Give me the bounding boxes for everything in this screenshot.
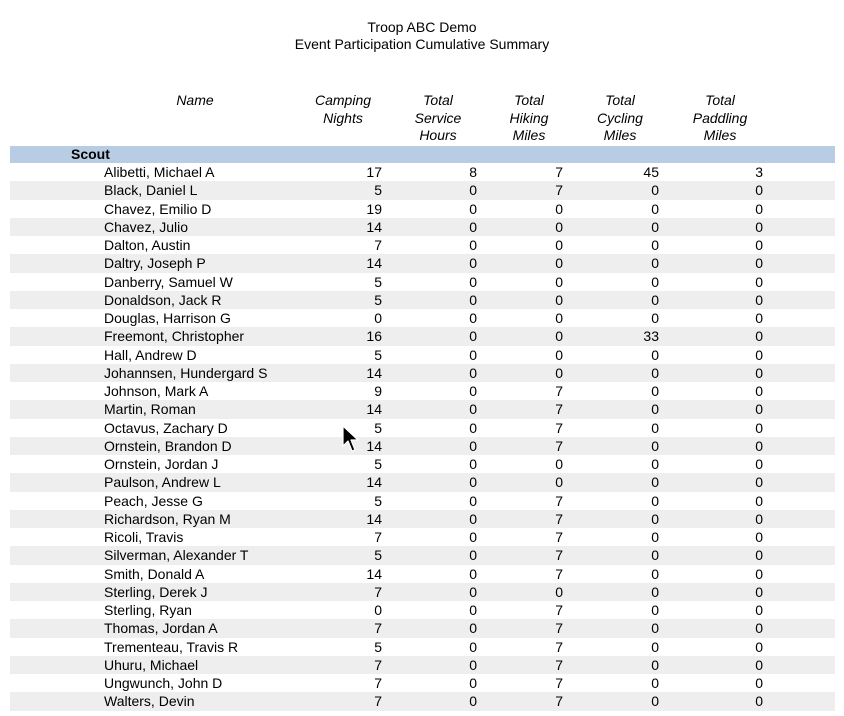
cell-camping-nights: 5: [374, 547, 382, 564]
column-header-camping-nights: [303, 92, 383, 127]
cell-cycling-miles: 0: [651, 474, 659, 491]
cell-cycling-miles: 0: [651, 638, 659, 655]
cell-name: Smith, Donald A: [104, 565, 205, 582]
cell-camping-nights: 5: [374, 638, 382, 655]
cell-hiking-miles: 7: [555, 164, 563, 180]
cell-camping-nights: 5: [374, 419, 382, 436]
cell-paddling-miles: 0: [755, 656, 763, 673]
header-line: Total: [705, 92, 735, 108]
cell-service-hours: 0: [469, 328, 477, 345]
cell-cycling-miles: 0: [651, 693, 659, 710]
cell-hiking-miles: 7: [555, 383, 563, 399]
header-line: Cycling: [597, 109, 643, 126]
cell-paddling-miles: 3: [755, 164, 763, 180]
table-row: [10, 327, 835, 345]
cell-hiking-miles: 7: [555, 419, 563, 436]
cell-hiking-miles: 0: [555, 218, 563, 235]
cell-cycling-miles: 0: [651, 364, 659, 381]
header-line: Paddling: [692, 109, 748, 126]
cell-camping-nights: 14: [366, 401, 382, 418]
cell-hiking-miles: 0: [555, 328, 563, 345]
cell-name: Hall, Andrew D: [104, 346, 197, 363]
cell-name: Dalton, Austin: [104, 237, 191, 253]
cell-name: Ornstein, Brandon D: [104, 437, 232, 454]
cell-service-hours: 0: [469, 364, 477, 381]
cell-name: Douglas, Harrison G: [104, 310, 231, 326]
cell-name: Ungwunch, John D: [104, 675, 223, 691]
cell-service-hours: 0: [469, 419, 477, 436]
cell-paddling-miles: 0: [755, 437, 763, 454]
cell-camping-nights: 14: [366, 255, 382, 272]
group-label: Scout: [71, 146, 110, 162]
table-row: [10, 601, 835, 619]
cell-service-hours: 0: [469, 218, 477, 235]
cell-paddling-miles: 0: [755, 638, 763, 655]
cell-cycling-miles: 0: [651, 291, 659, 308]
cell-paddling-miles: 0: [755, 328, 763, 345]
cell-name: Thomas, Jordan A: [104, 620, 218, 637]
cell-hiking-miles: 0: [555, 273, 563, 290]
cell-camping-nights: 14: [366, 218, 382, 235]
cell-cycling-miles: 0: [651, 602, 659, 618]
cell-service-hours: 0: [469, 510, 477, 527]
cell-camping-nights: 14: [366, 437, 382, 454]
cell-name: Peach, Jesse G: [104, 492, 203, 509]
cell-camping-nights: 5: [374, 291, 382, 308]
cell-paddling-miles: 0: [755, 273, 763, 290]
column-header-cycling-miles: [580, 92, 660, 145]
cell-name: Ricoli, Travis: [104, 529, 184, 545]
header-line: Service: [414, 109, 462, 126]
cell-name: Uhuru, Michael: [104, 656, 199, 673]
cell-cycling-miles: 0: [651, 492, 659, 509]
cell-hiking-miles: 0: [555, 200, 563, 217]
cell-camping-nights: 19: [366, 200, 382, 217]
cell-hiking-miles: 7: [555, 529, 563, 545]
cell-cycling-miles: 0: [651, 419, 659, 436]
cell-cycling-miles: 0: [651, 218, 659, 235]
cell-service-hours: 0: [469, 310, 477, 326]
cell-name: Danberry, Samuel W: [104, 273, 233, 290]
cell-cycling-miles: 0: [651, 675, 659, 691]
cell-service-hours: 0: [469, 583, 477, 600]
cell-service-hours: 0: [469, 693, 477, 710]
cell-service-hours: 0: [469, 346, 477, 363]
cell-name: Paulson, Andrew L: [104, 474, 221, 491]
cell-name: Richardson, Ryan M: [104, 510, 231, 527]
summary-table-body: [10, 163, 835, 711]
table-row: [10, 364, 835, 382]
table-row: [10, 181, 835, 199]
cell-cycling-miles: 0: [651, 437, 659, 454]
cell-paddling-miles: 0: [755, 602, 763, 618]
table-row: [10, 437, 835, 455]
header-line: Nights: [323, 109, 363, 126]
cell-paddling-miles: 0: [755, 510, 763, 527]
cell-hiking-miles: 7: [555, 182, 563, 199]
cell-hiking-miles: 7: [555, 510, 563, 527]
cell-name: Octavus, Zachary D: [104, 419, 228, 436]
cell-paddling-miles: 0: [755, 255, 763, 272]
cell-service-hours: 0: [469, 383, 477, 399]
cell-name: Johnson, Mark A: [104, 383, 209, 399]
cell-hiking-miles: 0: [555, 255, 563, 272]
cell-cycling-miles: 0: [651, 383, 659, 399]
header-line: Total: [423, 92, 453, 108]
cell-paddling-miles: 0: [755, 310, 763, 326]
header-line: Hiking: [509, 109, 549, 126]
header-line: Total: [514, 92, 544, 108]
cell-service-hours: 0: [469, 675, 477, 691]
cell-hiking-miles: 7: [555, 437, 563, 454]
cell-hiking-miles: 7: [555, 547, 563, 564]
column-header-paddling-miles: [680, 92, 760, 145]
cell-hiking-miles: 0: [555, 346, 563, 363]
cell-paddling-miles: 0: [755, 291, 763, 308]
cell-camping-nights: 9: [374, 383, 382, 399]
cell-service-hours: 0: [469, 547, 477, 564]
cell-camping-nights: 14: [366, 510, 382, 527]
cell-paddling-miles: 0: [755, 383, 763, 399]
table-row: [10, 455, 835, 473]
cell-name: Daltry, Joseph P: [104, 255, 206, 272]
table-row: [10, 382, 835, 400]
cell-cycling-miles: 0: [651, 182, 659, 199]
header-line: Miles: [603, 127, 637, 143]
cell-cycling-miles: 0: [651, 510, 659, 527]
cell-paddling-miles: 0: [755, 529, 763, 545]
cell-cycling-miles: 0: [651, 620, 659, 637]
cell-hiking-miles: 7: [555, 693, 563, 710]
column-header-hiking-miles: [489, 92, 569, 145]
cell-service-hours: 0: [469, 656, 477, 673]
cell-cycling-miles: 0: [651, 529, 659, 545]
table-row: [10, 492, 835, 510]
table-row: [10, 528, 835, 546]
cell-paddling-miles: 0: [755, 474, 763, 491]
cell-camping-nights: 7: [374, 237, 382, 253]
cell-name: Chavez, Julio: [104, 218, 189, 235]
cell-service-hours: 0: [469, 237, 477, 253]
table-row: [10, 510, 835, 528]
cell-name: Sterling, Ryan: [104, 602, 192, 618]
cell-camping-nights: 14: [366, 364, 382, 381]
cell-service-hours: 0: [469, 565, 477, 582]
cell-paddling-miles: 0: [755, 364, 763, 381]
cell-cycling-miles: 0: [651, 456, 659, 472]
cell-hiking-miles: 0: [555, 364, 563, 381]
cell-paddling-miles: 0: [755, 620, 763, 637]
cell-name: Donaldson, Jack R: [104, 291, 222, 308]
cell-cycling-miles: 0: [651, 547, 659, 564]
table-row: [10, 692, 835, 710]
cell-camping-nights: 14: [366, 565, 382, 582]
column-header-name: [150, 92, 240, 110]
table-row: [10, 400, 835, 418]
cell-hiking-miles: 7: [555, 602, 563, 618]
table-row: [10, 291, 835, 309]
cell-hiking-miles: 7: [555, 638, 563, 655]
header-line: Miles: [512, 127, 546, 143]
cell-paddling-miles: 0: [755, 182, 763, 199]
cell-service-hours: 0: [469, 291, 477, 308]
report-title: Troop ABC Demo: [367, 19, 477, 35]
table-row: [10, 565, 835, 583]
cell-name: Chavez, Emilio D: [104, 200, 212, 217]
cell-paddling-miles: 0: [755, 237, 763, 253]
cell-paddling-miles: 0: [755, 675, 763, 691]
cell-hiking-miles: 7: [555, 675, 563, 691]
report-subtitle: Event Participation Cumulative Summary: [294, 36, 550, 52]
cell-name: Sterling, Derek J: [104, 583, 208, 600]
header-line: Camping: [314, 92, 372, 108]
cell-cycling-miles: 45: [643, 164, 659, 180]
cell-service-hours: 0: [469, 602, 477, 618]
cell-paddling-miles: 0: [755, 492, 763, 509]
cell-cycling-miles: 0: [651, 310, 659, 326]
table-row: [10, 346, 835, 364]
cell-name: Martin, Roman: [104, 401, 196, 418]
cell-hiking-miles: 0: [555, 310, 563, 326]
table-row: [10, 473, 835, 491]
cell-hiking-miles: 0: [555, 237, 563, 253]
mouse-pointer-icon: [342, 425, 360, 453]
cell-hiking-miles: 7: [555, 656, 563, 673]
cell-cycling-miles: 0: [651, 583, 659, 600]
cell-hiking-miles: 0: [555, 291, 563, 308]
table-row: [10, 674, 835, 692]
header-line: Miles: [703, 127, 737, 143]
cell-cycling-miles: 0: [651, 346, 659, 363]
cell-cycling-miles: 33: [643, 328, 659, 345]
cell-camping-nights: 7: [374, 529, 382, 545]
header-line: Total: [605, 92, 635, 108]
cell-camping-nights: 5: [374, 182, 382, 199]
cell-camping-nights: 5: [374, 492, 382, 509]
column-header-service-hours: [398, 92, 478, 145]
cell-service-hours: 0: [469, 273, 477, 290]
cell-paddling-miles: 0: [755, 200, 763, 217]
cell-name: Silverman, Alexander T: [104, 547, 249, 564]
cell-service-hours: 0: [469, 492, 477, 509]
header-line: Hours: [419, 127, 457, 143]
table-row: [10, 273, 835, 291]
cell-name: Freemont, Christopher: [104, 328, 245, 345]
cell-paddling-miles: 0: [755, 547, 763, 564]
table-row: [10, 254, 835, 272]
cell-hiking-miles: 7: [555, 492, 563, 509]
cell-hiking-miles: 7: [555, 401, 563, 418]
cell-cycling-miles: 0: [651, 237, 659, 253]
cell-service-hours: 0: [469, 182, 477, 199]
cell-camping-nights: 5: [374, 273, 382, 290]
cell-camping-nights: 7: [374, 693, 382, 710]
table-row: [10, 419, 835, 437]
cell-service-hours: 8: [469, 164, 477, 180]
table-row: [10, 218, 835, 236]
cell-name: Black, Daniel L: [104, 182, 198, 199]
table-row: [10, 546, 835, 564]
cell-paddling-miles: 0: [755, 583, 763, 600]
cell-hiking-miles: 0: [555, 474, 563, 491]
cell-service-hours: 0: [469, 620, 477, 637]
cell-service-hours: 0: [469, 200, 477, 217]
table-row: [10, 163, 835, 181]
cell-paddling-miles: 0: [755, 693, 763, 710]
cell-camping-nights: 5: [374, 346, 382, 363]
cell-cycling-miles: 0: [651, 255, 659, 272]
cell-camping-nights: 7: [374, 620, 382, 637]
cell-hiking-miles: 7: [555, 620, 563, 637]
cell-cycling-miles: 0: [651, 401, 659, 418]
cell-service-hours: 0: [469, 255, 477, 272]
column-header-name-label: Name: [176, 92, 214, 108]
cell-service-hours: 0: [469, 437, 477, 454]
cell-cycling-miles: 0: [651, 565, 659, 582]
cell-hiking-miles: 0: [555, 456, 563, 472]
cell-camping-nights: 14: [366, 474, 382, 491]
table-row: [10, 583, 835, 601]
table-row: [10, 638, 835, 656]
cell-service-hours: 0: [469, 638, 477, 655]
table-row: [10, 309, 835, 327]
table-row: [10, 656, 835, 674]
cell-hiking-miles: 7: [555, 565, 563, 582]
cell-camping-nights: 7: [374, 675, 382, 691]
cell-paddling-miles: 0: [755, 401, 763, 418]
cell-service-hours: 0: [469, 456, 477, 472]
cell-service-hours: 0: [469, 474, 477, 491]
cell-cycling-miles: 0: [651, 656, 659, 673]
table-row: [10, 236, 835, 254]
cell-camping-nights: 7: [374, 583, 382, 600]
cell-paddling-miles: 0: [755, 456, 763, 472]
cell-service-hours: 0: [469, 401, 477, 418]
cell-name: Ornstein, Jordan J: [104, 456, 219, 472]
cell-name: Alibetti, Michael A: [104, 164, 215, 180]
cell-hiking-miles: 0: [555, 583, 563, 600]
cell-camping-nights: 16: [366, 328, 382, 345]
cell-paddling-miles: 0: [755, 346, 763, 363]
cell-paddling-miles: 0: [755, 419, 763, 436]
cell-name: Walters, Devin: [104, 693, 195, 710]
cell-camping-nights: 5: [374, 456, 382, 472]
cell-cycling-miles: 0: [651, 273, 659, 290]
cell-name: Trementeau, Travis R: [104, 638, 239, 655]
cell-paddling-miles: 0: [755, 565, 763, 582]
cell-paddling-miles: 0: [755, 218, 763, 235]
cell-cycling-miles: 0: [651, 200, 659, 217]
table-row: [10, 619, 835, 637]
cell-camping-nights: 0: [374, 310, 382, 326]
table-row: [10, 200, 835, 218]
cell-service-hours: 0: [469, 529, 477, 545]
cell-camping-nights: 7: [374, 656, 382, 673]
cell-camping-nights: 17: [366, 164, 382, 180]
cell-camping-nights: 0: [374, 602, 382, 618]
cell-name: Johannsen, Hundergard S: [104, 364, 268, 381]
group-header-band: [10, 146, 835, 163]
